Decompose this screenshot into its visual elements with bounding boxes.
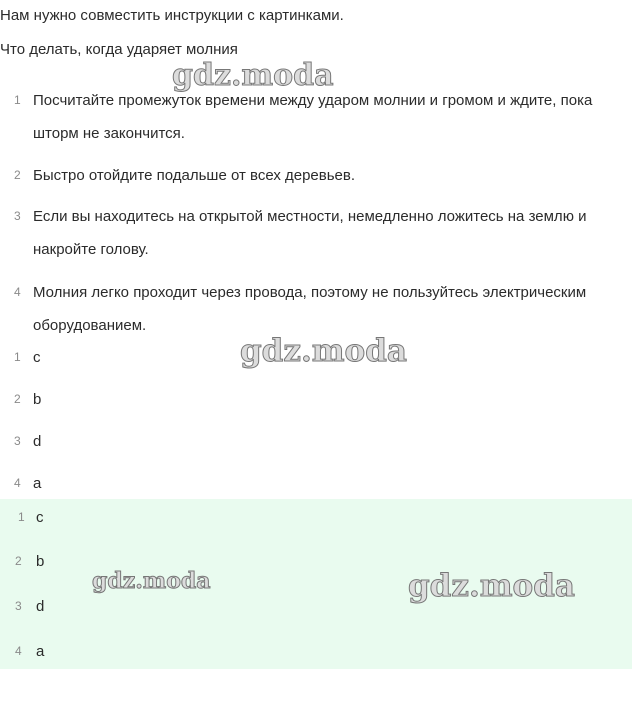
watermark: gdz.moda: [240, 333, 407, 369]
item-text: Посчитайте промежуток времени между ударом молнии и громом и ждите, пока шторм не закончится.: [33, 92, 593, 142]
item-number: 4: [15, 644, 22, 658]
watermark: gdz.moda: [408, 568, 575, 604]
item-number: 4: [14, 476, 21, 490]
item-text: Быстро отойдите подальше от всех деревьев.: [33, 167, 356, 184]
item-number: 4: [14, 285, 21, 299]
page-title: Нам нужно совместить инструкции с картинками.: [0, 7, 344, 24]
item-letter: a: [36, 643, 45, 660]
watermark: gdz.moda: [92, 568, 211, 594]
page-subtitle: Что делать, когда ударяет молния: [0, 41, 238, 58]
item-number: 3: [14, 209, 21, 223]
item-letter: c: [36, 509, 44, 526]
item-number: 1: [14, 93, 21, 107]
item-number: 3: [14, 434, 21, 448]
item-letter: b: [36, 553, 45, 570]
item-number: 1: [14, 350, 21, 364]
item-number: 1: [18, 510, 25, 524]
item-number: 2: [14, 168, 21, 182]
item-letter: d: [36, 598, 45, 615]
item-letter: a: [33, 475, 42, 492]
item-letter: c: [33, 349, 41, 366]
watermark: gdz.moda: [172, 58, 334, 93]
item-number: 2: [15, 554, 22, 568]
item-letter: b: [33, 391, 42, 408]
item-letter: d: [33, 433, 42, 450]
item-number: 3: [15, 599, 22, 613]
item-text: Если вы находитесь на открытой местности, немедленно ложитесь на землю и накройте голову.: [33, 208, 587, 258]
item-number: 2: [14, 392, 21, 406]
item-text: Молния легко проходит через провода, поэтому не пользуйтесь электрическим оборудованием.: [33, 284, 587, 334]
